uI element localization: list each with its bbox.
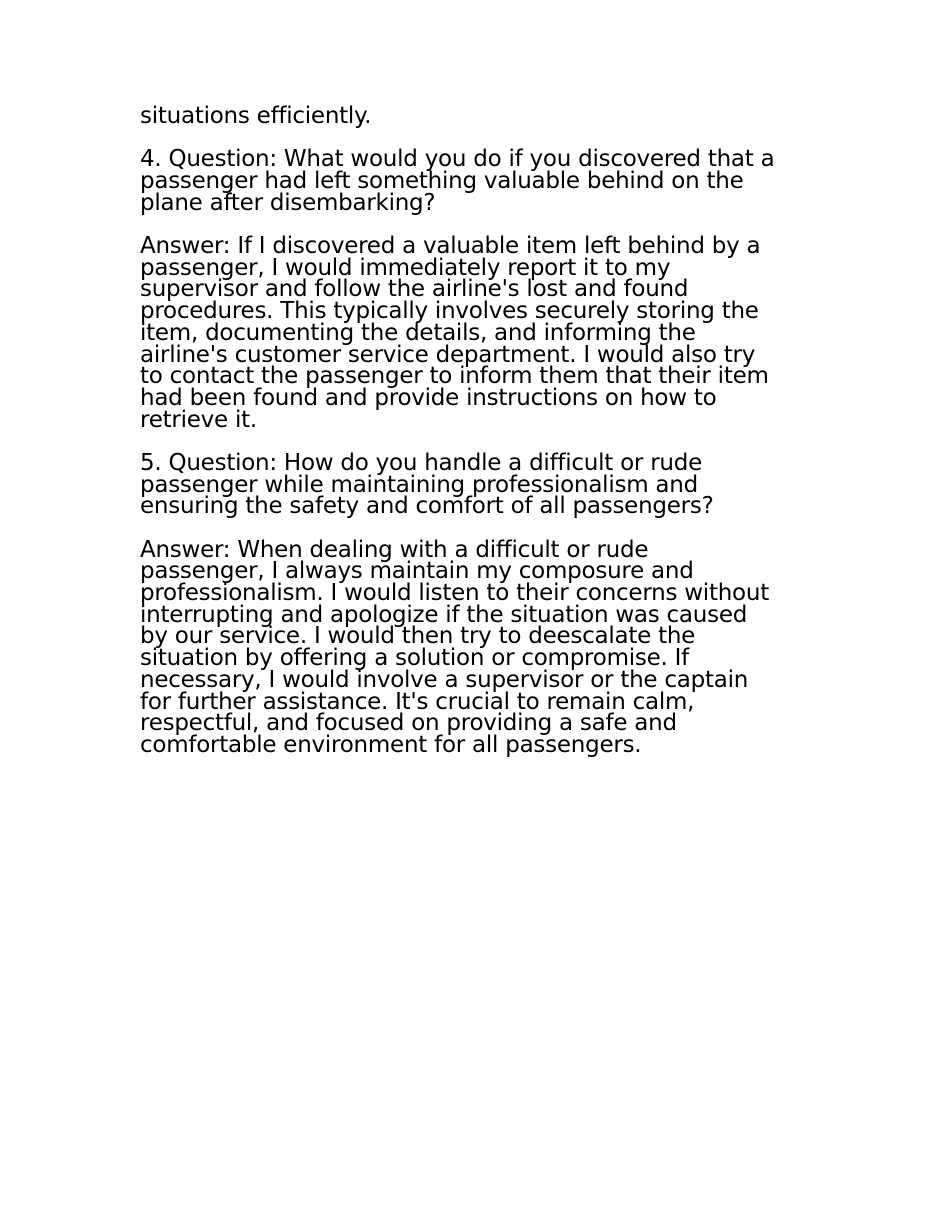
question-5: 5. Question: How do you handle a difficult or rude passenger while maintaining professionalism and ensuring the safety and comfort of all passengers? bbox=[140, 449, 714, 520]
answer-5: Answer: When dealing with a difficult or rude passenger, I always maintain my composure and professionalism. I would listen to their concerns without interrupting and apologize if the situation was caused by our service. I would then try to deescalate the situation by offering a solution or compromise. If necessary, I would involve a supervisor or the captain for further assistance. It's crucial to remain calm, respectful, and focused on providing a safe and comfortable environment for all passengers. bbox=[140, 536, 769, 758]
question-4: 4. Question: What would you do if you discovered that a passenger had left something valuable behind on the plane after disembarking? bbox=[140, 146, 775, 216]
paragraph-continuation: situations efficiently. bbox=[140, 103, 372, 129]
document-body bbox=[140, 103, 820, 778]
answer-4: Answer: If I discovered a valuable item left behind by a passenger, I would immediately report it to my supervisor and follow the airline's lost and found procedures. This typically involves securely storing the item, documenting the details, and informing the airline's customer service department. I would also try to contact the passenger to inform them that their item had been found and provide instructions on how to retrieve it. bbox=[140, 233, 769, 433]
